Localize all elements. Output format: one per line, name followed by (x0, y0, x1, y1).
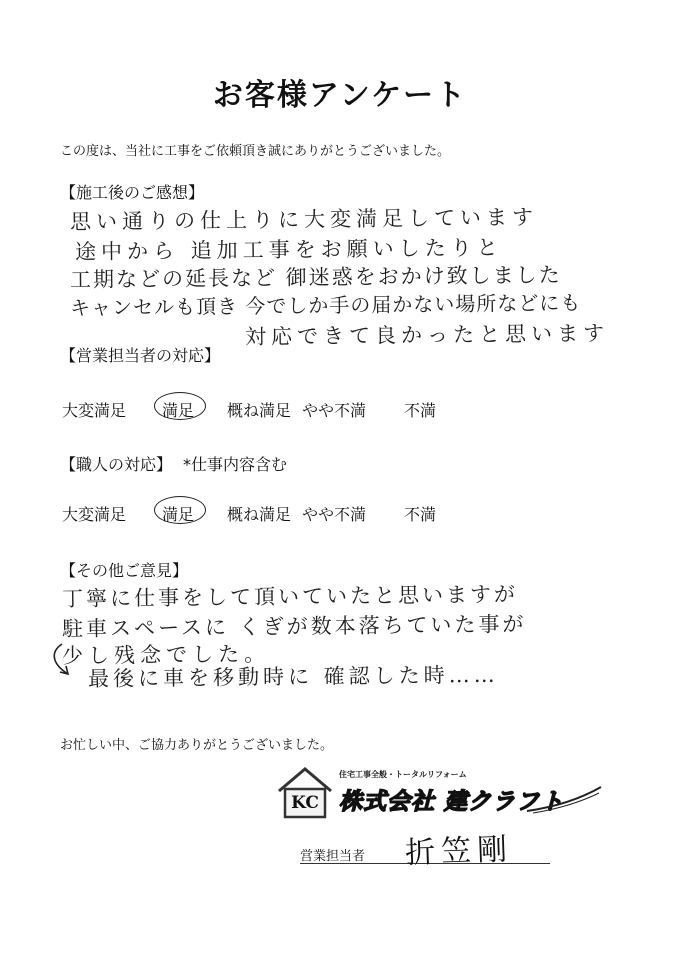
intro-text: この度は、当社に工事をご依頼頂き誠にありがとうございました。 (60, 144, 451, 159)
sales-option-mostly-satisfied[interactable]: 概ね満足 (227, 401, 292, 420)
continuation-arrow-icon (48, 640, 88, 682)
impression-line: 対応できて良かったと思います (244, 321, 610, 349)
impression-heading: 【施工後のご感想】 (60, 183, 205, 202)
company-name: 株式会社 建クラフト (339, 789, 565, 815)
logo-mark: KC (291, 793, 319, 813)
sales-option-dissatisfied[interactable]: 不満 (404, 401, 437, 420)
staff-signature: 折笠剛 (404, 832, 514, 871)
sales-option-slightly-dissatisfied[interactable]: やや不満 (302, 401, 367, 420)
sales-option-satisfied[interactable]: 満足 (162, 401, 195, 420)
craftsman-option-slightly-dissatisfied[interactable]: やや不満 (302, 505, 367, 524)
impression-line: 工期などの延長など 御迷惑をおかけ致しました (69, 262, 562, 292)
staff-label: 営業担当者 (300, 849, 366, 864)
page-title: お客様アンケート (212, 78, 468, 113)
craftsman-option-dissatisfied[interactable]: 不満 (404, 505, 437, 524)
craftsman-heading: 【職人の対応】 (60, 455, 173, 474)
company-logo (275, 765, 605, 821)
craftsman-note: *仕事内容含む (183, 455, 288, 474)
craftsman-selection-circle (154, 496, 206, 524)
impression-line: 思い通りの仕上りに大変満足しています (69, 205, 539, 234)
impression-line: 途中から 追加工事をお願いしたりと (74, 235, 503, 264)
other-line: 少し残念でした。 (61, 641, 271, 668)
company-tagline: 住宅工事全般・トータルリフォーム (339, 770, 467, 779)
other-line: 最後に車を移動時に 確認した時…… (87, 662, 499, 691)
sales-selection-circle (154, 392, 206, 420)
swoosh-icon (525, 785, 605, 815)
footer-thanks: お忙しい中、ご協力ありがとうございました。 (60, 738, 334, 753)
sales-option-very-satisfied[interactable]: 大変満足 (62, 401, 127, 420)
other-line: 駐車スペースに くぎが数本落ちていた事が (61, 612, 527, 641)
sales-heading: 【営業担当者の対応】 (60, 346, 221, 365)
impression-line: キャンセルも頂き 今でしか手の届かない場所などにも (69, 290, 582, 320)
craftsman-option-mostly-satisfied[interactable]: 概ね満足 (227, 505, 292, 524)
craftsman-option-satisfied[interactable]: 満足 (162, 505, 195, 524)
other-heading: 【その他ご意見】 (60, 561, 189, 580)
craftsman-option-very-satisfied[interactable]: 大変満足 (62, 505, 127, 524)
other-line: 丁寧に仕事をして頂いていたと思いますが (61, 582, 519, 611)
